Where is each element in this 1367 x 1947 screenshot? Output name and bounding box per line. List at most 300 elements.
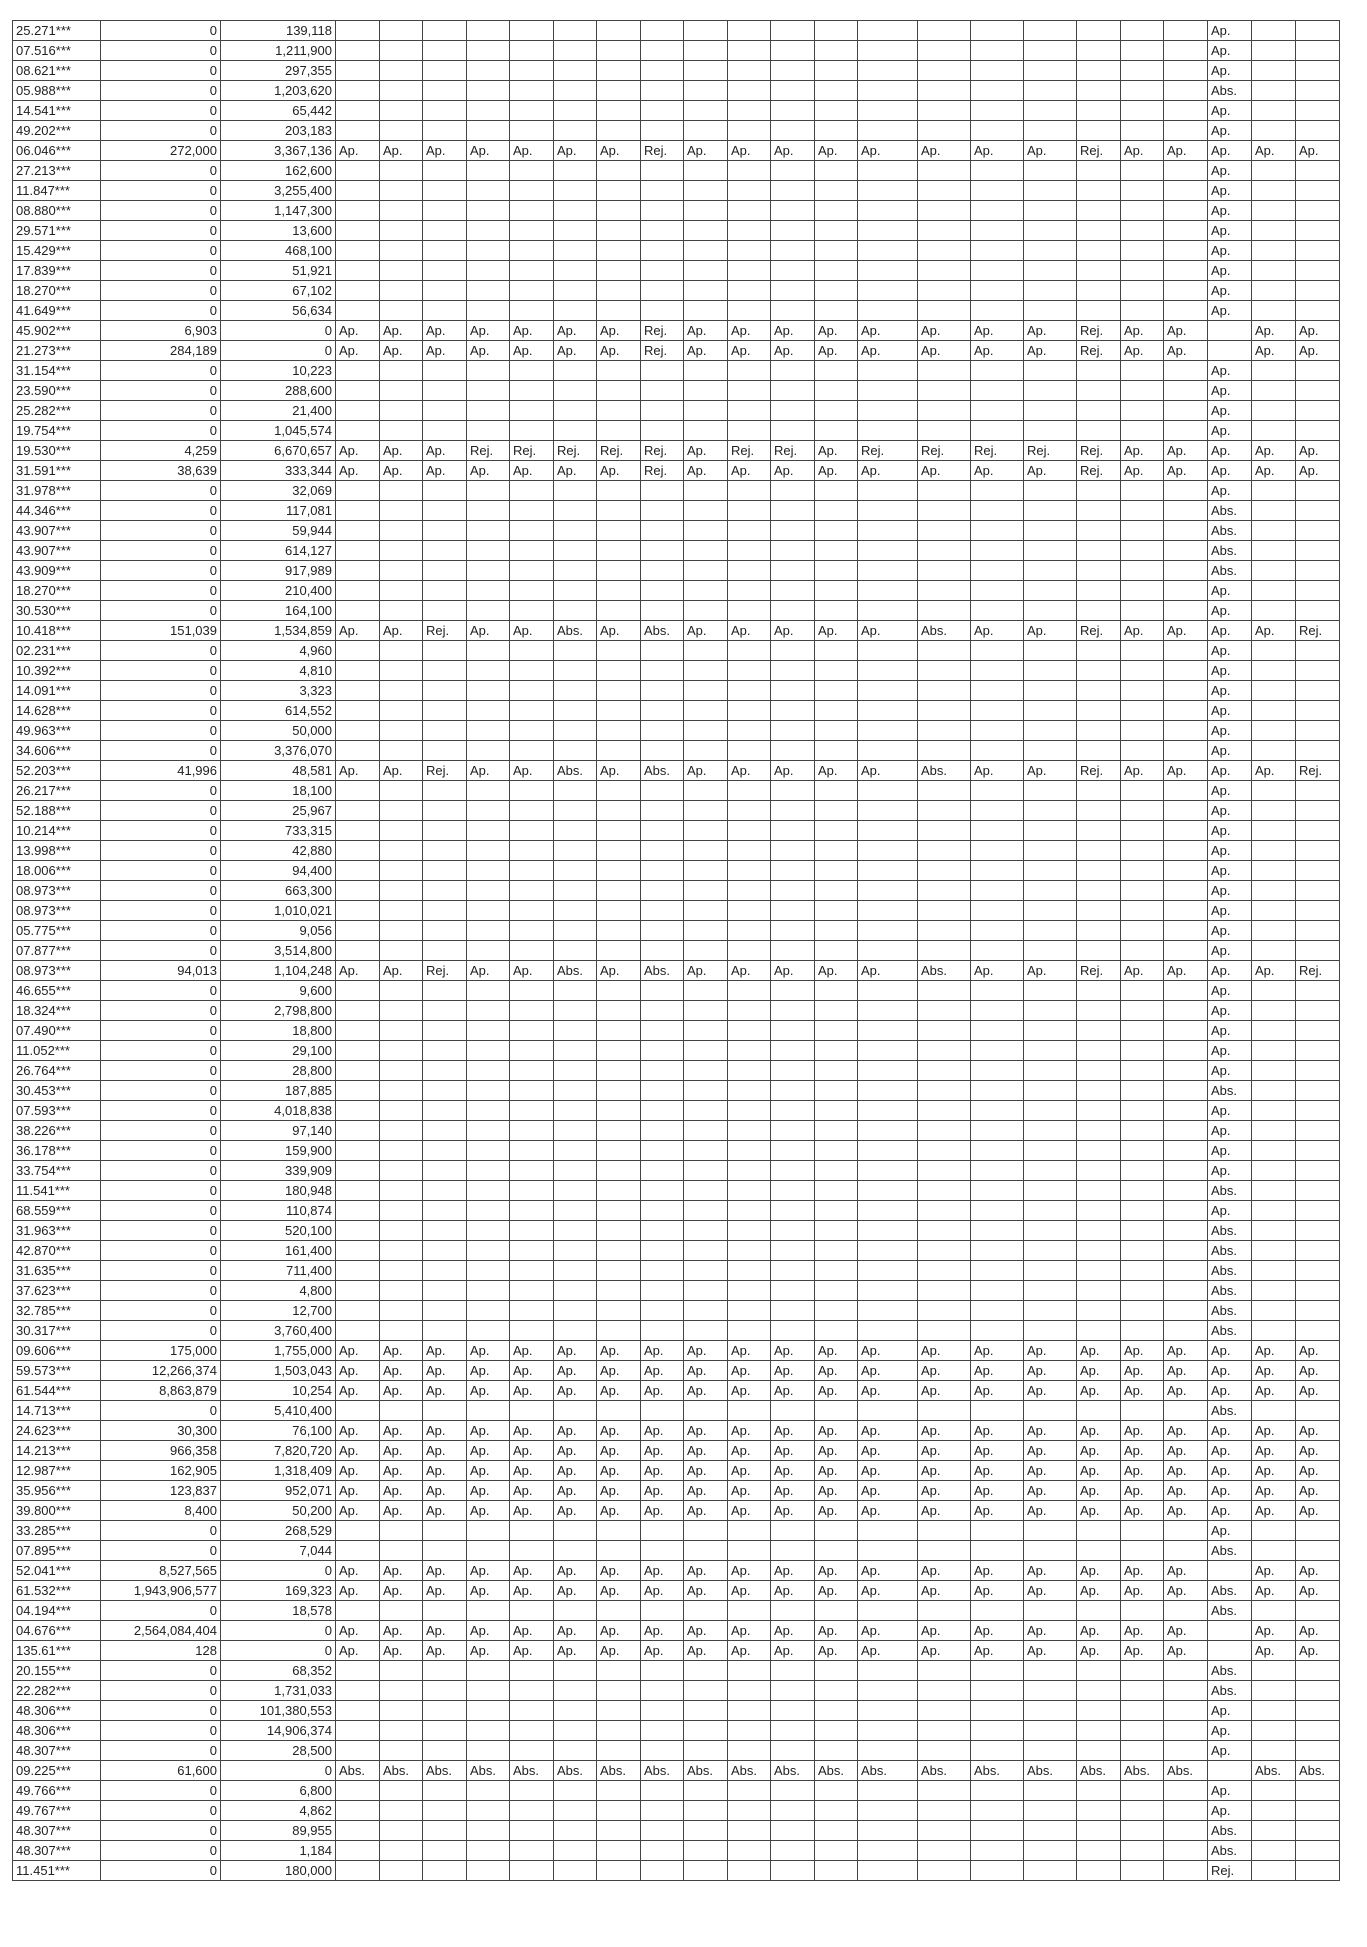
vote-cell [728, 941, 771, 961]
vote-cell [641, 221, 684, 241]
vote-cell: Ap. [971, 1581, 1024, 1601]
vote-cell [467, 581, 510, 601]
vote-cell [1296, 1721, 1340, 1741]
vote-cell [771, 1261, 815, 1281]
vote-cell [1077, 21, 1121, 41]
vote-cell [971, 401, 1024, 421]
vote-cell [510, 521, 554, 541]
vote-cell: Ap. [1164, 321, 1208, 341]
vote-cell [918, 501, 971, 521]
vote-cell [1077, 481, 1121, 501]
vote-cell [336, 1681, 380, 1701]
vote-cell: Ap. [1296, 1501, 1340, 1521]
vote-cell: Ap. [380, 1481, 423, 1501]
vote-cell [510, 641, 554, 661]
vote-cell [728, 1061, 771, 1081]
row-code-cell: 14.091*** [13, 681, 101, 701]
vote-cell: Ap. [1164, 1381, 1208, 1401]
vote-cell: Ap. [728, 621, 771, 641]
vote-cell [1296, 801, 1340, 821]
vote-cell: Ap. [1208, 1521, 1252, 1541]
vote-cell [1296, 1781, 1340, 1801]
vote-cell [971, 1401, 1024, 1421]
vote-cell [1121, 1181, 1164, 1201]
vote-cell [1296, 1681, 1340, 1701]
vote-cell [971, 1721, 1024, 1741]
vote-cell [1252, 941, 1296, 961]
vote-cell [1121, 401, 1164, 421]
vote-cell: Ap. [1208, 121, 1252, 141]
vote-cell [728, 1281, 771, 1301]
vote-cell [684, 901, 728, 921]
vote-cell: Ap. [1121, 1641, 1164, 1661]
amount-b-cell: 0 [221, 1761, 336, 1781]
vote-cell: Ap. [971, 1461, 1024, 1481]
amount-b-cell: 164,100 [221, 601, 336, 621]
amount-b-cell: 48,581 [221, 761, 336, 781]
vote-cell [971, 1681, 1024, 1701]
vote-cell [728, 1041, 771, 1061]
vote-cell [597, 1401, 641, 1421]
table-row [13, 1401, 1340, 1421]
vote-cell [1077, 1701, 1121, 1721]
vote-cell [467, 1001, 510, 1021]
amount-a-cell: 8,527,565 [101, 1561, 221, 1581]
vote-cell [641, 121, 684, 141]
vote-cell: Ap. [597, 1481, 641, 1501]
vote-cell [641, 1221, 684, 1241]
row-code-cell: 34.606*** [13, 741, 101, 761]
vote-cell [1077, 1021, 1121, 1041]
amount-b-cell: 56,634 [221, 301, 336, 321]
row-code-cell: 07.877*** [13, 941, 101, 961]
vote-cell [467, 1061, 510, 1081]
vote-cell [641, 1861, 684, 1881]
vote-cell: Ap. [1121, 1581, 1164, 1601]
row-code-cell: 07.516*** [13, 41, 101, 61]
vote-cell [858, 701, 918, 721]
row-code-cell: 17.839*** [13, 261, 101, 281]
vote-cell [467, 1681, 510, 1701]
vote-cell [336, 601, 380, 621]
vote-cell [423, 801, 467, 821]
vote-cell: Ap. [1296, 1641, 1340, 1661]
vote-cell [1252, 881, 1296, 901]
vote-cell [858, 821, 918, 841]
vote-cell [771, 21, 815, 41]
vote-cell [858, 1301, 918, 1321]
vote-cell [336, 281, 380, 301]
vote-cell [641, 901, 684, 921]
vote-cell [728, 501, 771, 521]
row-code-cell: 11.451*** [13, 1861, 101, 1881]
row-code-cell: 14.713*** [13, 1401, 101, 1421]
amount-a-cell: 0 [101, 1661, 221, 1681]
vote-cell [597, 1281, 641, 1301]
vote-cell: Ap. [597, 1501, 641, 1521]
vote-cell: Ap. [597, 761, 641, 781]
vote-cell [641, 801, 684, 821]
vote-cell [1164, 381, 1208, 401]
vote-cell: Ap. [1208, 101, 1252, 121]
vote-cell: Ap. [858, 1461, 918, 1481]
table-row [13, 181, 1340, 201]
vote-cell [1077, 1001, 1121, 1021]
amount-b-cell: 614,552 [221, 701, 336, 721]
vote-cell [1296, 1221, 1340, 1241]
vote-cell [554, 1741, 597, 1761]
vote-cell [728, 401, 771, 421]
amount-b-cell: 50,000 [221, 721, 336, 741]
vote-cell [597, 421, 641, 441]
vote-cell: Ap. [336, 341, 380, 361]
vote-cell [1024, 301, 1077, 321]
vote-cell: Ap. [510, 761, 554, 781]
vote-cell [467, 361, 510, 381]
vote-cell: Ap. [918, 461, 971, 481]
vote-cell [336, 541, 380, 561]
vote-cell [858, 941, 918, 961]
vote-cell [1024, 661, 1077, 681]
vote-cell [336, 561, 380, 581]
vote-cell: Ap. [597, 1381, 641, 1401]
vote-cell: Rej. [641, 441, 684, 461]
vote-cell [684, 1301, 728, 1321]
vote-cell [728, 1241, 771, 1261]
vote-cell [815, 401, 858, 421]
vote-cell [1024, 1821, 1077, 1841]
vote-cell [467, 1861, 510, 1881]
vote-cell [423, 601, 467, 621]
row-code-cell: 33.754*** [13, 1161, 101, 1181]
vote-cell [728, 1181, 771, 1201]
vote-cell [918, 1201, 971, 1221]
vote-cell [815, 1841, 858, 1861]
vote-cell [1024, 1001, 1077, 1021]
vote-cell [858, 21, 918, 41]
vote-cell [380, 781, 423, 801]
vote-cell [1121, 1541, 1164, 1561]
vote-cell: Ap. [684, 1361, 728, 1381]
vote-cell [771, 981, 815, 1001]
vote-cell: Ap. [380, 1461, 423, 1481]
amount-b-cell: 1,184 [221, 1841, 336, 1861]
vote-cell: Ap. [1164, 461, 1208, 481]
vote-cell [815, 721, 858, 741]
vote-cell [1252, 1541, 1296, 1561]
vote-cell: Ap. [1296, 1581, 1340, 1601]
vote-cell [771, 1201, 815, 1221]
vote-cell [554, 641, 597, 661]
vote-cell [971, 861, 1024, 881]
vote-cell: Abs. [510, 1761, 554, 1781]
vote-cell: Abs. [918, 761, 971, 781]
vote-cell [728, 1301, 771, 1321]
vote-cell [423, 381, 467, 401]
vote-cell [771, 281, 815, 301]
vote-cell [771, 801, 815, 821]
row-code-cell: 15.429*** [13, 241, 101, 261]
vote-cell [815, 901, 858, 921]
vote-cell [336, 861, 380, 881]
vote-cell [684, 701, 728, 721]
amount-a-cell: 0 [101, 1101, 221, 1121]
amount-a-cell: 151,039 [101, 621, 221, 641]
vote-cell: Ap. [467, 461, 510, 481]
vote-cell [728, 901, 771, 921]
vote-cell [1164, 1301, 1208, 1321]
amount-b-cell: 1,211,900 [221, 41, 336, 61]
vote-cell [815, 881, 858, 901]
vote-cell: Ap. [771, 1381, 815, 1401]
vote-cell [1024, 101, 1077, 121]
vote-cell [380, 1661, 423, 1681]
vote-cell: Abs. [1208, 1661, 1252, 1681]
amount-a-cell: 0 [101, 681, 221, 701]
amount-a-cell: 0 [101, 601, 221, 621]
amount-b-cell: 3,514,800 [221, 941, 336, 961]
vote-cell [510, 1161, 554, 1181]
vote-cell [1296, 1201, 1340, 1221]
amount-b-cell: 18,800 [221, 1021, 336, 1041]
vote-cell: Ap. [380, 1381, 423, 1401]
vote-cell [1077, 601, 1121, 621]
vote-cell [1208, 1761, 1252, 1781]
vote-cell: Ap. [597, 461, 641, 481]
vote-cell [423, 541, 467, 561]
amount-a-cell: 0 [101, 501, 221, 521]
vote-cell [815, 1041, 858, 1061]
vote-cell [1077, 781, 1121, 801]
vote-cell: Ap. [1077, 1501, 1121, 1521]
vote-cell [510, 861, 554, 881]
vote-cell [1296, 1241, 1340, 1261]
table-row [13, 481, 1340, 501]
vote-cell [1252, 401, 1296, 421]
vote-cell [1024, 1701, 1077, 1721]
vote-cell: Abs. [641, 961, 684, 981]
vote-cell: Ap. [336, 1441, 380, 1461]
vote-cell [380, 981, 423, 1001]
vote-cell [1077, 501, 1121, 521]
vote-cell [467, 721, 510, 741]
vote-cell [1121, 1201, 1164, 1221]
vote-cell: Ap. [1208, 601, 1252, 621]
vote-cell [728, 181, 771, 201]
vote-cell [858, 601, 918, 621]
vote-cell [554, 1401, 597, 1421]
vote-cell [597, 361, 641, 381]
vote-cell: Ap. [336, 1341, 380, 1361]
vote-cell [815, 181, 858, 201]
table-row [13, 1281, 1340, 1301]
vote-cell [336, 921, 380, 941]
vote-cell [1296, 981, 1340, 1001]
vote-cell [336, 1841, 380, 1861]
vote-cell: Ap. [684, 341, 728, 361]
vote-cell [467, 1101, 510, 1121]
vote-cell [971, 1861, 1024, 1881]
vote-cell [1024, 641, 1077, 661]
vote-cell: Abs. [641, 621, 684, 641]
vote-cell [1121, 1081, 1164, 1101]
vote-cell [1024, 1121, 1077, 1141]
vote-cell [1296, 241, 1340, 261]
amount-b-cell: 3,255,400 [221, 181, 336, 201]
vote-cell [423, 501, 467, 521]
vote-cell [771, 1121, 815, 1141]
vote-cell: Rej. [1296, 961, 1340, 981]
vote-cell [684, 1181, 728, 1201]
vote-cell [1024, 1521, 1077, 1541]
vote-cell [1077, 1221, 1121, 1241]
table-row [13, 1101, 1340, 1121]
vote-cell: Ap. [971, 621, 1024, 641]
vote-cell [771, 241, 815, 261]
vote-cell [554, 781, 597, 801]
vote-cell [423, 1041, 467, 1061]
vote-cell: Ap. [1208, 141, 1252, 161]
vote-cell [815, 1541, 858, 1561]
vote-cell: Ap. [858, 1481, 918, 1501]
vote-cell [684, 1681, 728, 1701]
vote-cell [771, 661, 815, 681]
vote-cell [423, 901, 467, 921]
vote-cell [467, 821, 510, 841]
vote-cell [728, 1321, 771, 1341]
vote-cell: Ap. [1208, 861, 1252, 881]
table-row [13, 1781, 1340, 1801]
vote-cell [380, 1141, 423, 1161]
vote-cell [380, 261, 423, 281]
vote-cell: Ap. [1208, 181, 1252, 201]
vote-cell [684, 601, 728, 621]
vote-cell: Rej. [1077, 961, 1121, 981]
vote-cell [1077, 121, 1121, 141]
vote-cell [1077, 1661, 1121, 1681]
vote-cell [1121, 781, 1164, 801]
table-row [13, 621, 1340, 641]
vote-cell [597, 541, 641, 561]
vote-cell [1024, 601, 1077, 621]
vote-cell [815, 1161, 858, 1181]
vote-cell: Ap. [815, 441, 858, 461]
vote-cell [1296, 641, 1340, 661]
vote-cell: Ap. [597, 1641, 641, 1661]
vote-cell [597, 81, 641, 101]
vote-cell: Ap. [510, 621, 554, 641]
vote-cell [423, 421, 467, 441]
vote-cell: Ap. [1208, 1041, 1252, 1061]
vote-cell [641, 921, 684, 941]
vote-cell [1252, 1661, 1296, 1681]
vote-cell [1164, 1121, 1208, 1141]
vote-cell [1164, 921, 1208, 941]
amount-a-cell: 6,903 [101, 321, 221, 341]
vote-cell [971, 781, 1024, 801]
vote-cell: Rej. [1077, 321, 1121, 341]
vote-cell [815, 1281, 858, 1301]
vote-cell [728, 1261, 771, 1281]
vote-cell [918, 1161, 971, 1181]
vote-cell: Ap. [336, 961, 380, 981]
row-code-cell: 35.956*** [13, 1481, 101, 1501]
vote-cell [971, 161, 1024, 181]
vote-cell [467, 661, 510, 681]
vote-cell [1024, 401, 1077, 421]
vote-cell [1208, 1641, 1252, 1661]
table-row [13, 461, 1340, 481]
vote-cell [918, 241, 971, 261]
vote-cell: Ap. [1024, 1621, 1077, 1641]
table-row [13, 241, 1340, 261]
amount-b-cell: 101,380,553 [221, 1701, 336, 1721]
table-row [13, 601, 1340, 621]
amount-b-cell: 7,044 [221, 1541, 336, 1561]
vote-cell: Abs. [1208, 1401, 1252, 1421]
vote-cell [815, 1741, 858, 1761]
vote-cell [684, 801, 728, 821]
row-code-cell: 11.847*** [13, 181, 101, 201]
vote-cell: Rej. [728, 441, 771, 461]
amount-a-cell: 61,600 [101, 1761, 221, 1781]
vote-cell: Ap. [1208, 841, 1252, 861]
vote-cell: Ap. [423, 341, 467, 361]
table-row [13, 681, 1340, 701]
vote-cell [771, 1681, 815, 1701]
vote-cell [1024, 1141, 1077, 1161]
vote-cell [815, 741, 858, 761]
vote-cell [771, 1041, 815, 1061]
vote-cell: Ap. [510, 461, 554, 481]
vote-cell: Ap. [815, 1581, 858, 1601]
vote-cell [1077, 701, 1121, 721]
vote-cell: Ap. [554, 321, 597, 341]
vote-cell: Ap. [336, 761, 380, 781]
vote-cell: Abs. [1208, 1821, 1252, 1841]
vote-cell [554, 161, 597, 181]
vote-cell [554, 1261, 597, 1281]
vote-cell [641, 641, 684, 661]
vote-cell [815, 641, 858, 661]
vote-cell [336, 941, 380, 961]
vote-cell [510, 1701, 554, 1721]
vote-cell [858, 1721, 918, 1741]
vote-cell: Ap. [380, 321, 423, 341]
vote-cell: Ap. [380, 1341, 423, 1361]
vote-cell: Ap. [1208, 1341, 1252, 1361]
vote-cell [728, 1721, 771, 1741]
vote-cell [1121, 1061, 1164, 1081]
vote-cell [1252, 861, 1296, 881]
vote-cell [918, 541, 971, 561]
vote-cell [684, 661, 728, 681]
vote-cell [423, 1521, 467, 1541]
vote-cell [1164, 1521, 1208, 1541]
row-code-cell: 09.225*** [13, 1761, 101, 1781]
vote-cell [971, 1021, 1024, 1041]
vote-cell: Ap. [1208, 381, 1252, 401]
row-code-cell: 41.649*** [13, 301, 101, 321]
vote-cell: Rej. [1296, 621, 1340, 641]
vote-cell [336, 881, 380, 901]
vote-cell [918, 1141, 971, 1161]
vote-cell [597, 981, 641, 1001]
vote-cell [1296, 21, 1340, 41]
vote-cell: Ap. [1252, 1361, 1296, 1381]
vote-cell [510, 801, 554, 821]
vote-cell [858, 1801, 918, 1821]
